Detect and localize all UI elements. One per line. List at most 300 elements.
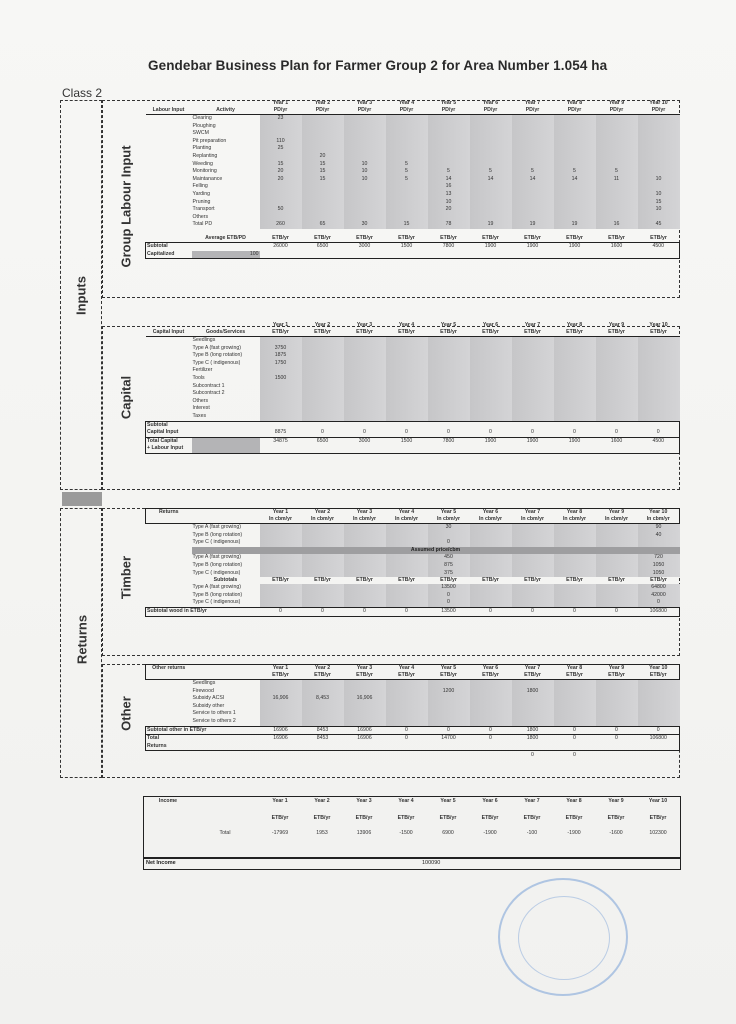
value-cell [638, 345, 680, 353]
value-cell: 10 [638, 191, 680, 199]
value-cell [386, 367, 428, 375]
row-label: Seedlings [192, 337, 216, 343]
value-cell [596, 405, 638, 413]
unit-header: ETB/yr [397, 815, 415, 821]
value-cell: 19 [554, 221, 596, 229]
value-cell [344, 562, 386, 570]
value-cell [512, 398, 554, 406]
below-cell [638, 751, 680, 761]
data-row [146, 570, 680, 578]
average-row [146, 235, 680, 243]
unit-header: In cbm/yr [638, 516, 680, 524]
value-cell [596, 710, 638, 718]
row-label: Taxes [192, 412, 207, 419]
value-cell [428, 383, 470, 391]
value-cell: 8,453 [302, 695, 344, 703]
value-cell [260, 367, 302, 375]
value-cell [596, 532, 638, 540]
value-cell: 5 [386, 161, 428, 169]
year-header: Year 9 [596, 665, 638, 673]
value-cell [638, 145, 680, 153]
total-label: Total [219, 830, 231, 836]
subtotal-label: Subtotal [146, 421, 192, 429]
unit-header: In cbm/yr [386, 516, 428, 524]
value-cell [344, 554, 386, 562]
net-income-value: 100090 [422, 860, 441, 866]
blank-cell [192, 242, 260, 250]
total-cell: 16906 [357, 735, 372, 742]
value-cell [470, 161, 512, 169]
value-cell [512, 161, 554, 169]
value-cell [344, 199, 386, 207]
value-cell [554, 703, 596, 711]
value-cell [260, 337, 302, 345]
data-row [146, 554, 680, 562]
subtotal-label: Subtotal wood in ETB/yr [146, 607, 260, 616]
capital-label: Capital [118, 375, 134, 420]
value-cell [386, 539, 428, 547]
value-cell: 0 [428, 539, 470, 547]
data-row [146, 214, 680, 222]
below-cell [386, 751, 428, 761]
blank-cell [146, 138, 192, 146]
value-cell [302, 592, 344, 600]
value-cell [386, 206, 428, 214]
row-label: Type A (fast growing) [192, 344, 241, 351]
value-cell [344, 375, 386, 383]
subtotal-cell: 0 [386, 607, 428, 616]
value-cell [596, 161, 638, 169]
year-header: Year 5 [440, 798, 456, 804]
value-cell [512, 554, 554, 562]
total-cell: 1600 [596, 437, 638, 445]
blank-cell [146, 153, 192, 161]
value-cell [638, 703, 680, 711]
subtotal-row [146, 607, 680, 616]
year-header: Year 1 [260, 509, 302, 517]
value-cell [344, 383, 386, 391]
value-cell [638, 138, 680, 146]
unit-header: ETB/yr [386, 329, 428, 337]
total-cell: 1500 [386, 437, 428, 445]
value-cell [386, 718, 428, 726]
value-cell [344, 145, 386, 153]
row-label: Pit preparation [192, 137, 227, 144]
value-cell: 5 [554, 168, 596, 176]
row-label: Subsidy other [192, 702, 225, 709]
blank-cell [512, 743, 554, 751]
labour-table [145, 100, 680, 259]
column-header: Returns [146, 509, 192, 517]
blank-cell [512, 251, 554, 259]
row-label: Type C ( indigenous) [192, 599, 241, 606]
data-row [146, 352, 680, 360]
blank-cell [344, 743, 386, 751]
year-header: Year 7 [524, 798, 540, 804]
value-cell [638, 337, 680, 345]
value-cell: 23 [260, 115, 302, 123]
value-cell [554, 206, 596, 214]
subtotal-cell: 0 [596, 607, 638, 616]
value-cell [512, 524, 554, 532]
value-cell: 1750 [260, 360, 302, 368]
value-cell: 20 [260, 168, 302, 176]
column-header: Goods/Services [192, 329, 260, 337]
data-row [146, 130, 680, 138]
unit-header: ETB/yr [470, 672, 512, 680]
subtotal-row [146, 429, 680, 437]
value-cell [260, 532, 302, 540]
value-cell: 11 [596, 176, 638, 184]
value-cell: 5 [596, 168, 638, 176]
value-cell [554, 554, 596, 562]
header-row [146, 322, 680, 329]
value-cell [344, 398, 386, 406]
data-row [146, 532, 680, 540]
value-cell: 375 [428, 570, 470, 578]
blank-cell [344, 251, 386, 259]
value-cell [596, 145, 638, 153]
blank-cell [146, 539, 192, 547]
year-header: Year 8 [566, 798, 582, 804]
inputs-label: Inputs [73, 276, 89, 315]
blank-cell [512, 421, 554, 429]
value-cell: 10 [428, 199, 470, 207]
value-cell [638, 183, 680, 191]
value-cell: 16 [428, 183, 470, 191]
subtotal-cell: 0 [554, 429, 596, 437]
unit-header: ETB/yr [302, 672, 344, 680]
data-row [146, 539, 680, 547]
year-header: Year 1 [272, 322, 289, 328]
year-header: Year 6 [470, 509, 512, 517]
blank-cell [596, 743, 638, 751]
blank-cell [638, 743, 680, 751]
value-cell [302, 554, 344, 562]
unit-header: ETB/yr [512, 672, 554, 680]
value-cell [470, 390, 512, 398]
value-cell [554, 352, 596, 360]
year-header: Year 8 [566, 322, 583, 328]
seal-stamp [498, 878, 628, 996]
unit-header: PD/yr [596, 107, 638, 115]
value-cell [428, 123, 470, 131]
value-cell [512, 153, 554, 161]
value-cell [344, 352, 386, 360]
year-header: Year 7 [512, 509, 554, 517]
blank-cell [146, 577, 192, 584]
unit-header: ETB/yr [554, 329, 596, 337]
unit-header: ETB/yr [638, 329, 680, 337]
total-cell: 16906 [273, 735, 288, 742]
row-label: Yarding [192, 190, 210, 197]
value-cell [512, 123, 554, 131]
value-cell [512, 703, 554, 711]
value-cell [470, 123, 512, 131]
value-cell: 13500 [428, 584, 470, 592]
year-header: Year 5 [428, 665, 470, 673]
value-cell [302, 562, 344, 570]
value-cell: 1050 [638, 570, 680, 578]
value-cell [554, 562, 596, 570]
row-label: Interest [192, 405, 210, 412]
data-row [146, 168, 680, 176]
unit-header: ETB/yr [470, 329, 512, 337]
value-cell: 13 [428, 191, 470, 199]
blank-cell [386, 743, 428, 751]
value-cell [386, 599, 428, 607]
row-label: Type A (fast growing) [192, 524, 241, 530]
value-cell [512, 695, 554, 703]
blank-cell [146, 145, 192, 153]
value-cell [470, 115, 512, 123]
value-cell [344, 532, 386, 540]
blank-cell [260, 445, 302, 453]
value-cell [596, 214, 638, 222]
value-cell [470, 405, 512, 413]
subtotal-label: Subtotal [146, 242, 192, 250]
value-cell [554, 199, 596, 207]
unit-header: ETB/yr [650, 577, 667, 584]
value-cell [386, 383, 428, 391]
value-cell: 19 [470, 221, 512, 229]
value-cell: 20 [428, 206, 470, 214]
value-cell [260, 599, 302, 607]
blank-cell [192, 743, 260, 751]
value-cell: 1050 [638, 562, 680, 570]
value-cell [554, 367, 596, 375]
value-cell [386, 562, 428, 570]
value-cell [554, 153, 596, 161]
value-cell [596, 375, 638, 383]
value-cell [638, 367, 680, 375]
value-cell [554, 695, 596, 703]
value-cell: 14 [428, 176, 470, 184]
year-header: Year 3 [344, 665, 386, 673]
blank-cell [428, 445, 470, 453]
header-cell [146, 322, 192, 329]
subtotal-cell: 8875 [260, 429, 302, 437]
total-row [146, 445, 680, 453]
value-cell [428, 367, 470, 375]
subtotal-cell: 13500 [428, 607, 470, 616]
value-cell [260, 570, 302, 578]
value-cell [596, 695, 638, 703]
blank-cell [386, 445, 428, 453]
unit-header: ETB/yr [398, 234, 415, 241]
blank-cell [146, 695, 192, 703]
total-label: Total Capital [146, 437, 192, 445]
value-cell [260, 524, 302, 532]
below-row [146, 751, 680, 761]
total-cell: -1900 [483, 830, 497, 836]
row-label: Clearing [192, 115, 212, 121]
unit-header: In cbm/yr [428, 516, 470, 524]
value-cell [596, 539, 638, 547]
header-cell [192, 516, 260, 524]
class-label: Class 2 [62, 86, 103, 100]
header-cell [192, 100, 260, 107]
subtotal-cell: 16906 [260, 726, 302, 735]
capital-table [145, 322, 680, 454]
subtotal-cell: 1600 [596, 242, 638, 250]
subtotal-cell: 0 [554, 607, 596, 616]
value-cell [512, 413, 554, 421]
data-row [146, 599, 680, 607]
blank-cell [302, 743, 344, 751]
value-cell [386, 337, 428, 345]
value-cell [470, 352, 512, 360]
value-cell [470, 183, 512, 191]
year-header: Year 1 [260, 665, 302, 673]
unit-header: ETB/yr [566, 234, 583, 241]
total-cell: 3000 [344, 437, 386, 445]
value-cell: 5 [470, 168, 512, 176]
value-cell [638, 360, 680, 368]
value-cell [470, 680, 512, 688]
value-cell [302, 214, 344, 222]
blank-cell [146, 375, 192, 383]
value-cell [596, 390, 638, 398]
value-cell [260, 554, 302, 562]
row-label: Type C ( indigenous) [192, 569, 241, 576]
value-cell [554, 592, 596, 600]
unit-header: ETB/yr [271, 815, 289, 821]
value-cell [302, 375, 344, 383]
value-cell [470, 360, 512, 368]
blank-cell [146, 337, 192, 345]
blank-cell [146, 345, 192, 353]
value-cell [344, 680, 386, 688]
row-label: Maintanance [192, 175, 223, 182]
value-cell [344, 570, 386, 578]
value-cell [512, 191, 554, 199]
value-cell [344, 130, 386, 138]
value-cell [554, 138, 596, 146]
value-cell [638, 123, 680, 131]
row-label: Planting [192, 145, 212, 152]
value-cell [638, 695, 680, 703]
value-cell [428, 718, 470, 726]
value-cell: 1500 [260, 375, 302, 383]
unit-header: ETB/yr [565, 815, 583, 821]
column-header: Capital Input [146, 329, 192, 337]
row-label: Replanting [192, 152, 218, 159]
blank-cell [146, 183, 192, 191]
value-cell: 90 [638, 524, 680, 532]
value-cell [596, 383, 638, 391]
year-header: Year 6 [482, 322, 499, 328]
value-cell [302, 115, 344, 123]
value-cell [260, 123, 302, 131]
year-header: Year 9 [608, 798, 624, 804]
subtotal-row [146, 421, 680, 429]
blank-cell [146, 751, 192, 761]
blank-cell [192, 735, 260, 743]
blank-cell [386, 251, 428, 259]
value-cell [512, 138, 554, 146]
value-cell [428, 138, 470, 146]
value-cell [470, 206, 512, 214]
value-cell [470, 337, 512, 345]
subtotal-cell: 0 [470, 607, 512, 616]
blank-cell [146, 123, 192, 131]
value-cell [386, 688, 428, 696]
data-row [146, 345, 680, 353]
value-cell [302, 183, 344, 191]
value-cell [260, 710, 302, 718]
blank-cell [596, 421, 638, 429]
value-cell [386, 199, 428, 207]
value-cell [470, 214, 512, 222]
subtotal-cell: 7800 [428, 242, 470, 250]
blank-cell [512, 445, 554, 453]
value-cell [596, 153, 638, 161]
unit-header: In cbm/yr [470, 516, 512, 524]
value-cell [554, 337, 596, 345]
header-row [146, 107, 680, 115]
value-cell [302, 710, 344, 718]
value-cell: 16,906 [260, 695, 302, 703]
value-cell [260, 718, 302, 726]
year-header: Year 7 [524, 100, 541, 106]
value-cell [554, 383, 596, 391]
value-cell: 78 [428, 221, 470, 229]
subtotal-cell: 16906 [344, 726, 386, 735]
value-cell [638, 539, 680, 547]
value-cell [386, 398, 428, 406]
value-cell [554, 115, 596, 123]
value-cell [428, 375, 470, 383]
data-row [146, 221, 680, 229]
value-cell: 15 [302, 161, 344, 169]
value-cell [386, 680, 428, 688]
unit-header: In cbm/yr [302, 516, 344, 524]
value-cell [428, 680, 470, 688]
value-cell [554, 360, 596, 368]
blank-cell [146, 168, 192, 176]
unit-header: ETB/yr [356, 577, 373, 584]
value-cell: 10 [638, 206, 680, 214]
total-cell: -1900 [567, 830, 581, 836]
blank-cell [146, 221, 192, 229]
unit-header: ETB/yr [596, 329, 638, 337]
net-income-frame [143, 858, 681, 870]
value-cell [554, 214, 596, 222]
subtotal-cell: 3000 [344, 242, 386, 250]
value-cell [512, 539, 554, 547]
year-header: Year 9 [596, 509, 638, 517]
unit-header: ETB/yr [260, 329, 302, 337]
below-cell: 0 [573, 752, 576, 759]
value-cell [512, 405, 554, 413]
subtotal-cell: 0 [428, 429, 470, 437]
value-cell [596, 688, 638, 696]
blank-cell [146, 584, 192, 592]
unit-header: ETB/yr [608, 577, 625, 584]
value-cell [638, 115, 680, 123]
data-row [146, 183, 680, 191]
row-label: Service to others 1 [192, 710, 236, 717]
value-cell [302, 383, 344, 391]
data-row [146, 710, 680, 718]
blank-cell [146, 703, 192, 711]
value-cell [554, 345, 596, 353]
average-label: Average ETB/PD [205, 234, 246, 241]
value-cell [596, 562, 638, 570]
row-label: Weeding [192, 160, 213, 167]
value-cell [596, 191, 638, 199]
